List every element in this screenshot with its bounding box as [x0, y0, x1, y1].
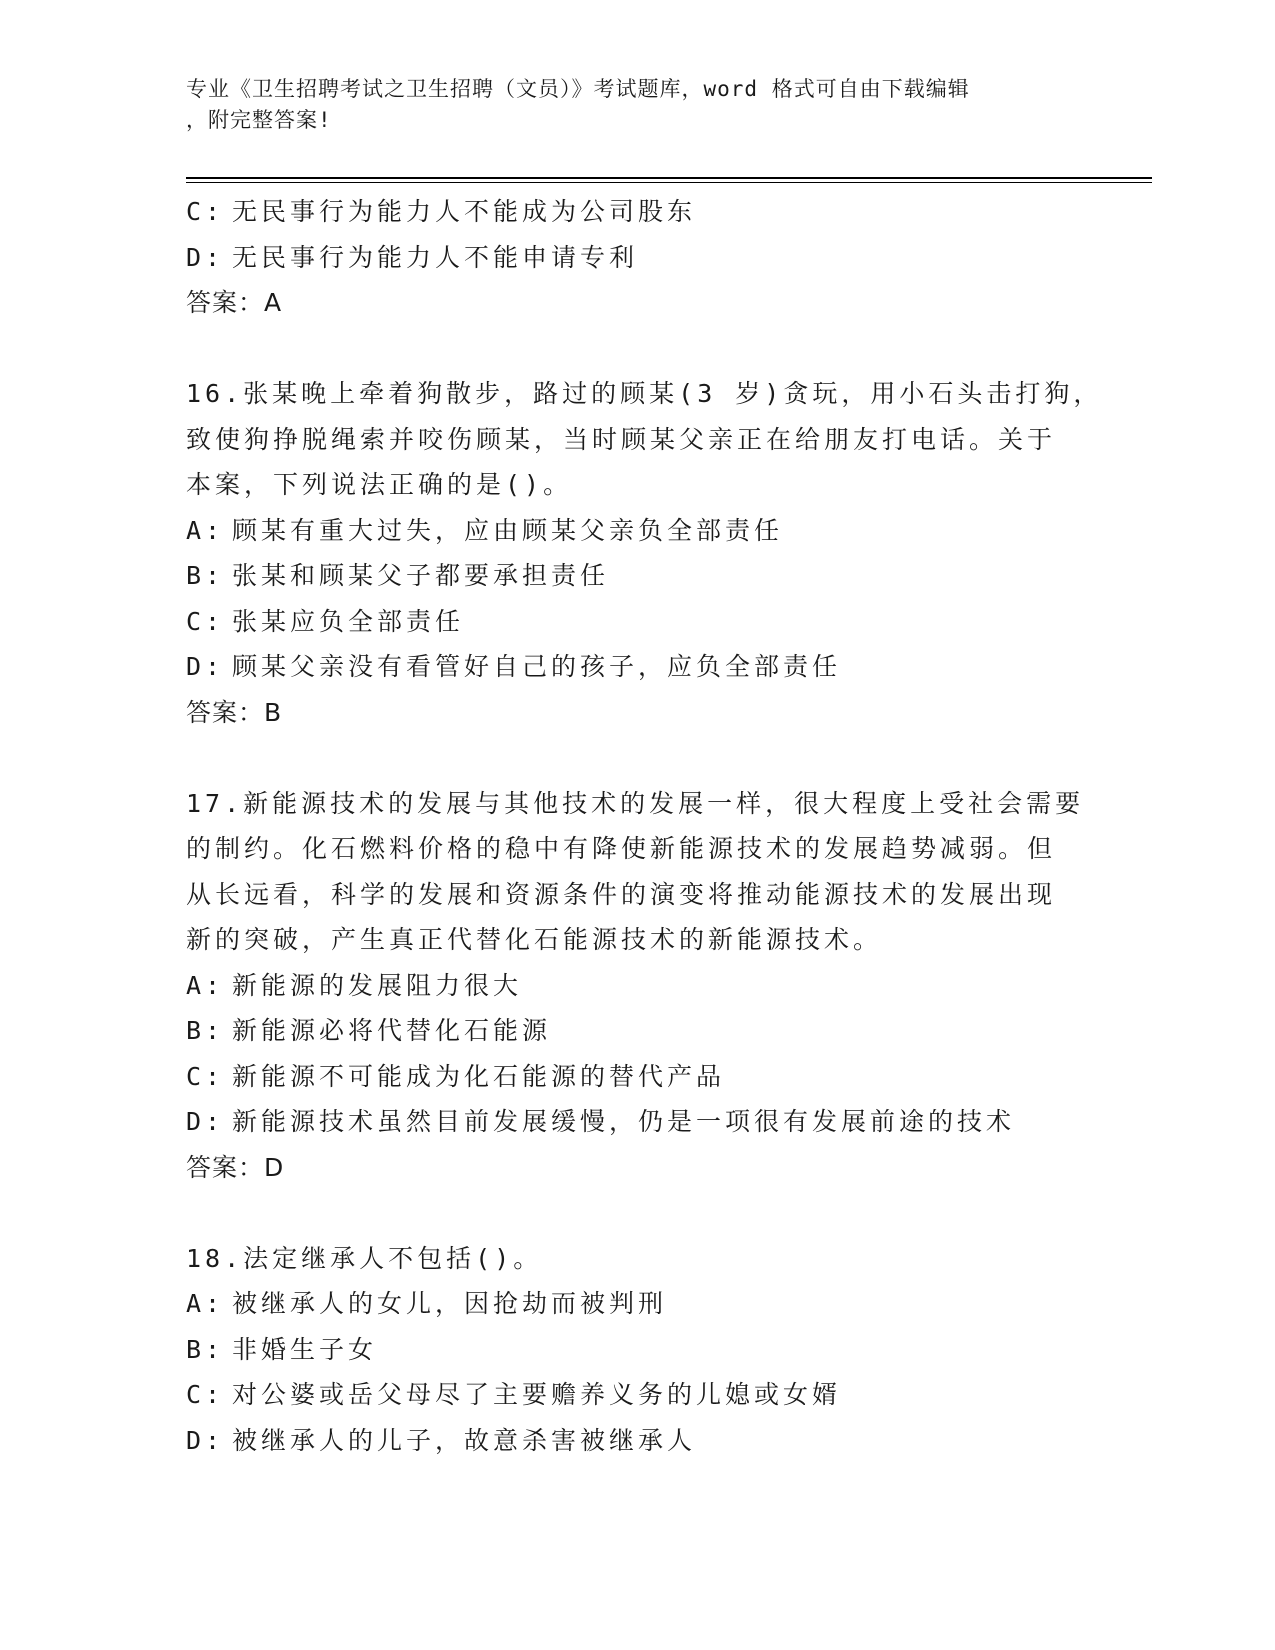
- question-stem-line: 16.张某晚上牵着狗散步，路过的顾某(3 岁)贪玩，用小石头击打狗，: [186, 379, 1103, 408]
- question-stem-line: 新的突破，产生真正代替化石能源技术的新能源技术。: [186, 925, 883, 954]
- question-stem-line: 致使狗挣脱绳索并咬伤顾某，当时顾某父亲正在给朋友打电话。关于: [186, 424, 1057, 454]
- option-b: [186, 553, 1086, 599]
- option-a: [186, 963, 1086, 1009]
- option-key: C:: [186, 606, 225, 636]
- option-text: 张某和顾某父子都要承担责任: [232, 561, 610, 590]
- option-text: 被继承人的女儿，因抢劫而被判刑: [232, 1289, 668, 1318]
- option-key: B:: [186, 561, 225, 590]
- option-key: C:: [186, 1061, 225, 1091]
- option-key: D:: [186, 1425, 225, 1455]
- option-d: [186, 235, 1086, 281]
- option-key: A:: [186, 515, 225, 545]
- question-stem-line: 18.法定继承人不包括()。: [186, 1243, 543, 1273]
- option-a: [186, 508, 1086, 554]
- option-b: [186, 1008, 1086, 1054]
- header-divider-thick: [186, 177, 1152, 179]
- option-key: D:: [186, 1107, 225, 1136]
- option-key: C:: [186, 1380, 225, 1409]
- question-15: [186, 189, 1086, 326]
- option-key: C:: [186, 197, 225, 226]
- option-text: 无民事行为能力人不能申请专利: [232, 242, 639, 272]
- option-c: [186, 1054, 1086, 1100]
- header-divider-thin: [186, 182, 1152, 183]
- page-header: [186, 74, 1066, 136]
- question-list: [186, 189, 1103, 1463]
- option-text: 顾某父亲没有看管好自己的孩子，应负全部责任: [232, 652, 842, 681]
- option-c: [186, 189, 1086, 235]
- spacer: [186, 326, 1086, 372]
- option-text: 新能源不可能成为化石能源的替代产品: [232, 1061, 726, 1091]
- option-text: 顾某有重大过失，应由顾某父亲负全部责任: [232, 515, 784, 545]
- header-line-2: ，附完整答案!: [186, 108, 332, 132]
- option-text: 新能源技术虽然目前发展缓慢，仍是一项很有发展前途的技术: [232, 1107, 1016, 1136]
- spacer: [186, 735, 1086, 781]
- question-16: [186, 371, 1103, 735]
- option-b: [186, 1327, 1086, 1373]
- option-c: [186, 599, 1086, 645]
- option-c: [186, 1372, 1086, 1418]
- header-line-1: 专业《卫生招聘考试之卫生招聘（文员）》考试题库，word 格式可自由下载编辑: [186, 77, 970, 101]
- question-stem-line: 从长远看，科学的发展和资源条件的演变将推动能源技术的发展出现: [186, 879, 1057, 909]
- question-stem-line: 的制约。化石燃料价格的稳中有降使新能源技术的发展趋势减弱。但: [186, 834, 1057, 863]
- option-key: D:: [186, 652, 225, 681]
- question-stem-line: 17.新能源技术的发展与其他技术的发展一样，很大程度上受社会需要: [186, 788, 1085, 818]
- answer-line: 答案：B: [186, 697, 283, 727]
- question-18: [186, 1236, 1086, 1464]
- option-key: D:: [186, 242, 225, 272]
- option-text: 新能源的发展阻力很大: [232, 970, 523, 1000]
- option-key: B:: [186, 1334, 225, 1364]
- option-text: 对公婆或岳父母尽了主要赡养义务的儿媳或女婿: [232, 1380, 842, 1409]
- question-stem-line: 本案，下列说法正确的是()。: [186, 470, 573, 499]
- option-text: 非婚生子女: [232, 1334, 378, 1364]
- option-key: A:: [186, 1289, 225, 1318]
- option-text: 新能源必将代替化石能源: [232, 1016, 552, 1045]
- option-key: B:: [186, 1016, 225, 1045]
- answer-line: 答案：D: [186, 1152, 285, 1182]
- option-text: 张某应负全部责任: [232, 606, 465, 636]
- option-text: 被继承人的儿子，故意杀害被继承人: [232, 1425, 697, 1455]
- option-d: [186, 1099, 1086, 1145]
- spacer: [186, 1190, 1086, 1236]
- option-text: 无民事行为能力人不能成为公司股东: [232, 197, 697, 226]
- answer-line: 答案：A: [186, 288, 283, 317]
- question-17: [186, 781, 1086, 1191]
- option-d: [186, 1418, 1086, 1464]
- option-key: A:: [186, 970, 225, 1000]
- option-a: [186, 1281, 1086, 1327]
- option-d: [186, 644, 1086, 690]
